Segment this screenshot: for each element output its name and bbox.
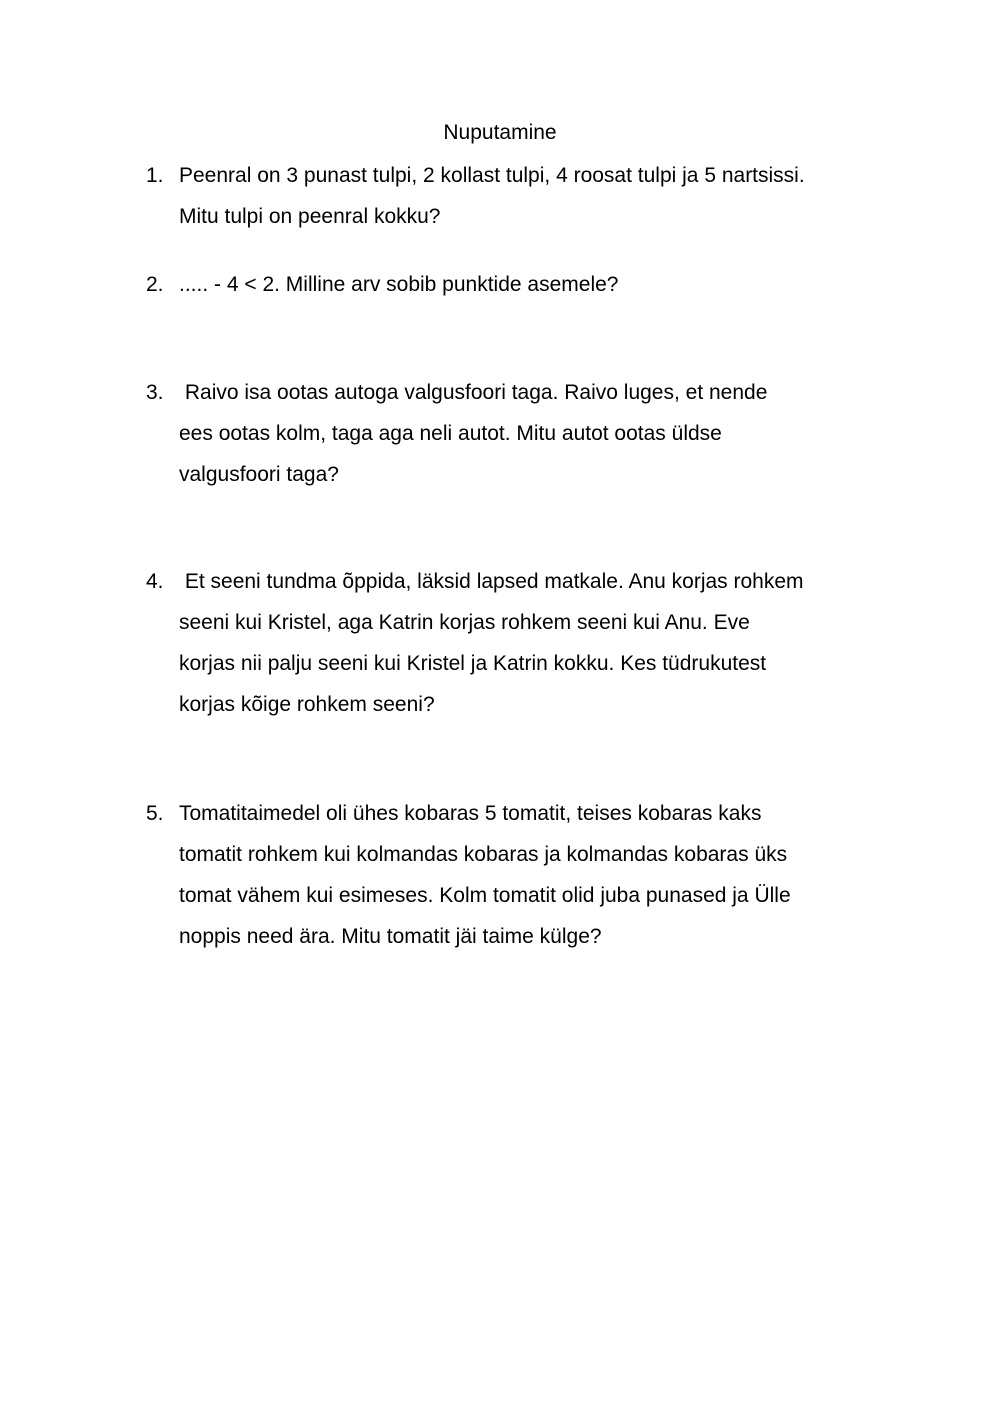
- question-item: [146, 793, 906, 957]
- page-title: Nuputamine: [443, 121, 557, 144]
- question-text: Tomatitaimedel oli ühes kobaras 5 tomatit, teises kobaras kaks tomatit rohkem kui kolmandas kobaras ja kolmandas kobaras üks tomat vähem kui esimeses. Kolm tomatit olid juba punased ja Ülle noppis need ära. Mitu tomatit jäi taime külge?: [179, 802, 791, 948]
- question-text: Et seeni tundma õppida, läksid lapsed matkale. Anu korjas rohkem seeni kui Kristel, aga Katrin korjas rohkem seeni kui Anu. Eve korjas nii palju seeni kui Kristel ja Katrin kokku. Kes tüdrukutest korjas kõige rohkem seeni?: [179, 570, 804, 716]
- question-item: [146, 155, 906, 237]
- question-text: Peenral on 3 punast tulpi, 2 kollast tulpi, 4 roosat tulpi ja 5 nartsissi. Mitu tulpi on peenral kokku?: [179, 164, 805, 228]
- question-number: 3.: [146, 381, 164, 404]
- question-number: 2.: [146, 273, 164, 296]
- question-item: [146, 372, 906, 495]
- question-text: ..... - 4 < 2. Milline arv sobib punktide asemele?: [179, 273, 619, 296]
- question-number: 1.: [146, 164, 164, 187]
- question-number: 4.: [146, 570, 164, 593]
- question-item: [146, 561, 906, 725]
- question-item: [146, 264, 906, 305]
- question-text: Raivo isa ootas autoga valgusfoori taga. Raivo luges, et nende ees ootas kolm, taga aga neli autot. Mitu autot ootas üldse valgusfoori taga?: [179, 381, 768, 486]
- question-number: 5.: [146, 802, 164, 825]
